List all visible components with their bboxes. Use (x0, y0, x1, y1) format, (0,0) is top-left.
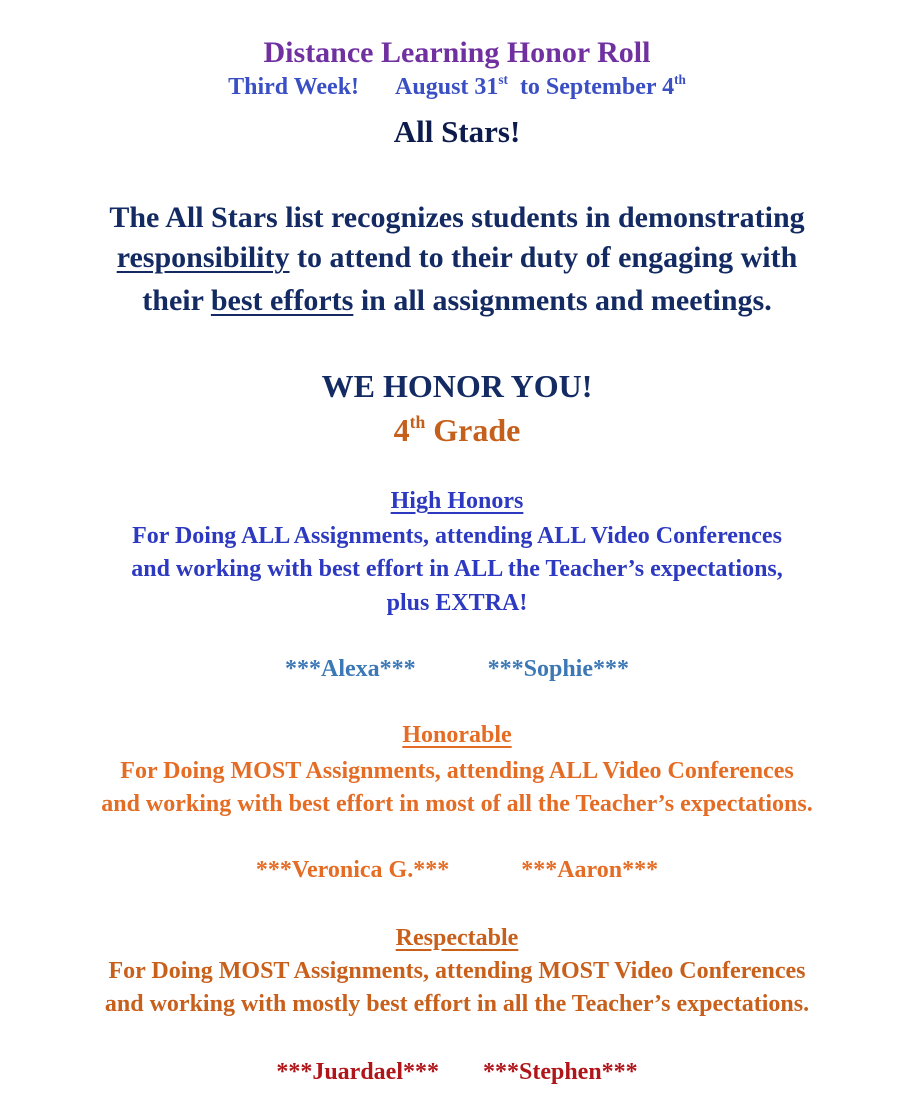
honorable-students (0, 858, 914, 882)
date-start-suffix: st (498, 72, 508, 88)
high-honors-desc-1: For Doing ALL Assignments, attending ALL Video Conferences (132, 523, 782, 549)
respectable-heading (0, 926, 914, 950)
honor-banner: WE HONOR YOU! (321, 368, 593, 404)
respectable-students (0, 1060, 914, 1084)
honorable-heading-text: Honorable (402, 722, 512, 748)
honorable-desc-2: and working with best effort in most of all the Teacher’s expectations. (101, 791, 813, 817)
intro-line-3-start: their (142, 284, 211, 317)
responsibility-underlined: responsibility (116, 241, 290, 274)
student-name: ***Veronica G.*** (255, 857, 450, 883)
student-name: ***Sophie*** (487, 656, 630, 682)
grade-label: Grade (425, 412, 521, 448)
student-name: ***Alexa*** (284, 656, 416, 682)
student-name: ***Juardael*** (276, 1059, 439, 1085)
best-efforts-underlined: best efforts (210, 284, 354, 317)
honorable-heading (0, 723, 914, 747)
high-honors-heading-text: High Honors (390, 488, 524, 514)
grade-suffix: th (409, 411, 426, 432)
respectable-desc-2: and working with mostly best effort in all the Teacher’s expectations. (104, 991, 810, 1017)
grade-heading (0, 411, 914, 448)
high-honors-desc-2: and working with best effort in ALL the Teacher’s expectations, (131, 556, 783, 582)
respectable-heading-text: Respectable (395, 925, 519, 951)
respectable-desc-1: For Doing MOST Assignments, attending MOST Video Conferences (108, 958, 806, 984)
document-title: Distance Learning Honor Roll (263, 36, 651, 69)
high-honors-desc-3: plus EXTRA! (386, 590, 528, 616)
intro-line-3 (0, 286, 914, 316)
high-honors-students (0, 657, 914, 681)
date-end-suffix: th (674, 72, 686, 88)
student-name: ***Aaron*** (521, 857, 659, 883)
high-honors-heading (0, 489, 914, 513)
intro-line-2-rest: to attend to their duty of engaging with (289, 241, 798, 274)
intro-line-1: The All Stars list recognizes students in demonstrating (109, 201, 805, 234)
intro-line-3-rest: in all assignments and meetings. (353, 284, 772, 317)
honorable-desc-1: For Doing MOST Assignments, attending ALL Video Conferences (120, 758, 794, 784)
all-stars-heading: All Stars! (393, 114, 521, 149)
week-label: Third Week! (228, 74, 360, 100)
week-date-line (0, 72, 914, 100)
date-start: August 31 (395, 74, 499, 100)
date-end: to September 4 (519, 74, 675, 100)
intro-line-2 (0, 243, 914, 273)
grade-number: 4 (393, 412, 410, 448)
student-name: ***Stephen*** (482, 1059, 638, 1085)
